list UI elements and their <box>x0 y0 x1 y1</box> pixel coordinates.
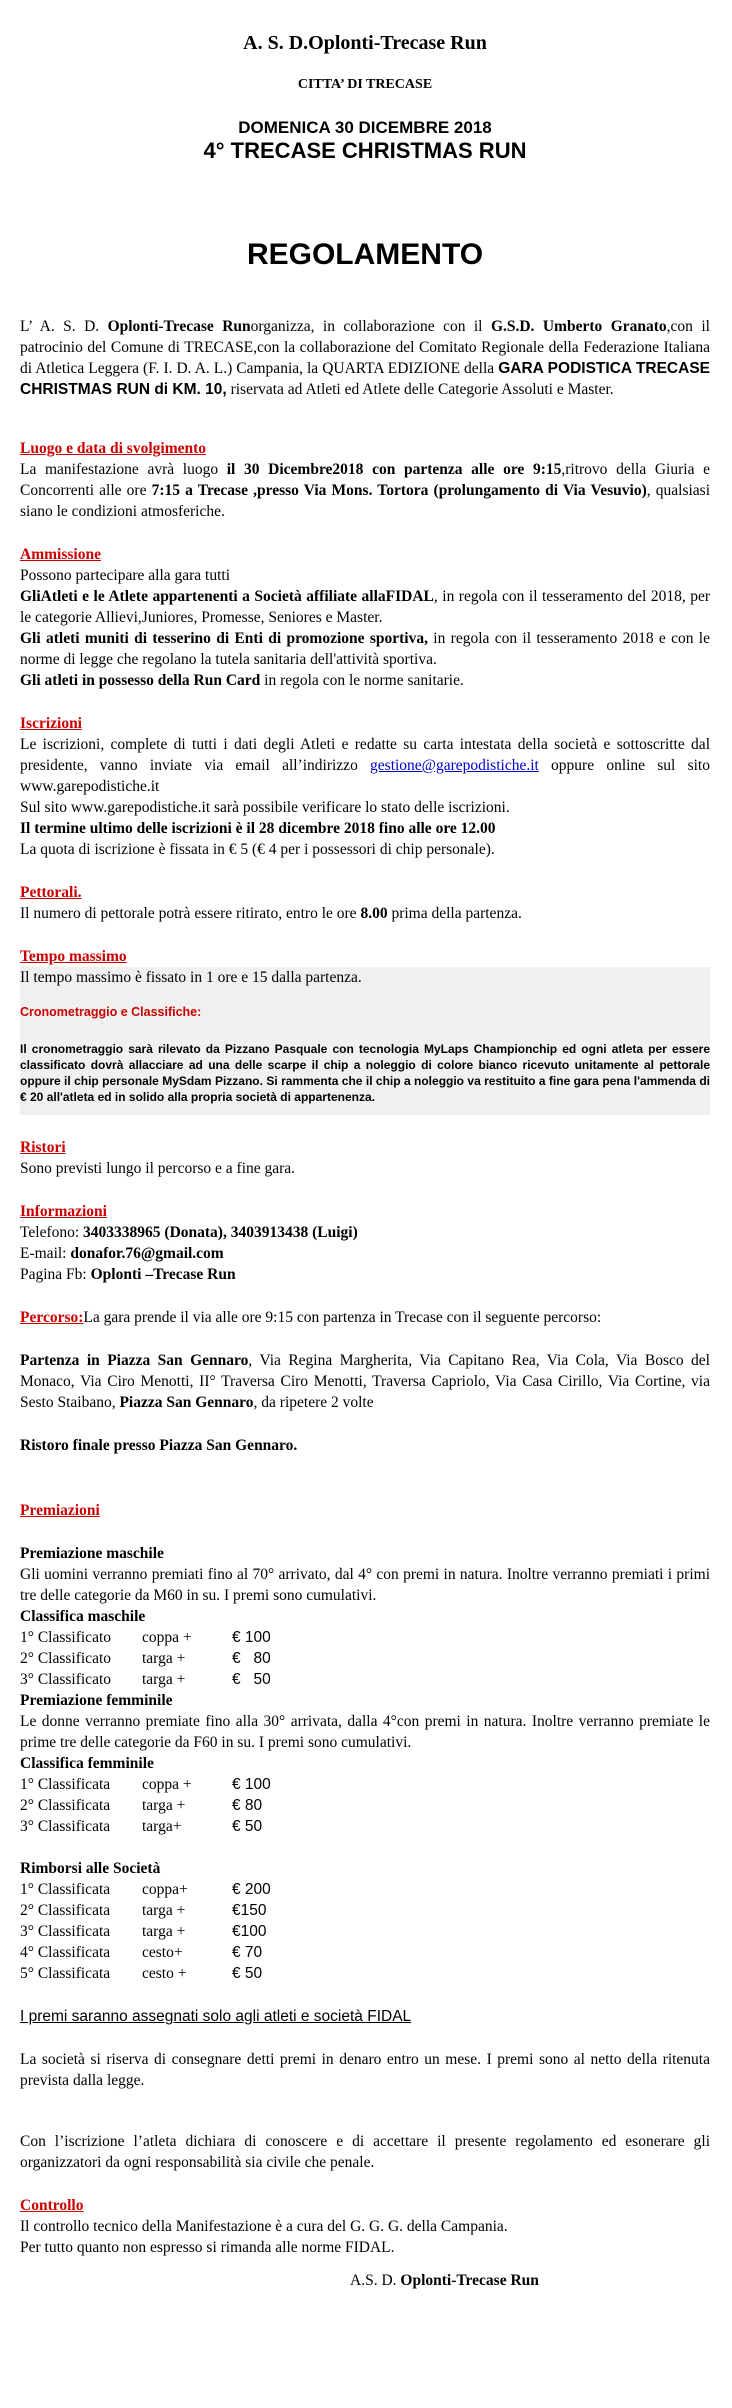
intro-text: organizza, in collaborazione con il <box>250 318 491 335</box>
rimborso-position: 4° Classificata <box>20 1944 111 1961</box>
ammissione-title-text: Ammissione <box>20 546 101 563</box>
prize-row <box>20 1795 710 1816</box>
section-iscrizioni <box>20 713 710 860</box>
email-label: E-mail: <box>20 1245 71 1262</box>
rimborso-row <box>20 1900 710 1921</box>
prize-position: 1° Classificata <box>20 1776 111 1793</box>
prize-amount: € 100 <box>232 1776 271 1793</box>
section-pettorali <box>20 882 710 924</box>
intro-org: Oplonti-Trecase Run <box>107 318 251 335</box>
percorso-t1: La gara prende il via alle ore 9:15 con partenza in Trecase con il seguente percorso: <box>83 1309 602 1326</box>
prize-type: coppa + <box>142 1629 192 1646</box>
percorso-intro <box>20 1307 710 1328</box>
ristori-text: Sono previsti lungo il percorso e a fine gara. <box>20 1160 296 1177</box>
crono-block <box>20 988 710 1115</box>
prize-amount: € 50 <box>232 1818 263 1835</box>
luogo-t2: ,ritrovo della Giuria e Concorrenti alle ore <box>20 461 710 499</box>
prize-type: targa + <box>142 1671 186 1688</box>
rimborso-row <box>20 1879 710 1900</box>
section-percorso <box>20 1307 710 1456</box>
ammissione-b1: GliAtleti e le Atlete appartenenti a Società affiliate allaFIDAL <box>20 588 434 605</box>
pettorali-title <box>20 882 710 903</box>
prize-position: 3° Classificato <box>20 1671 112 1688</box>
informazioni-facebook <box>20 1264 710 1285</box>
pettorali-title-text: Pettorali. <box>20 884 82 901</box>
section-informazioni <box>20 1201 710 1285</box>
prize-amount: € 50 <box>232 1671 271 1688</box>
classifica-maschile-title: Classifica maschile <box>20 1608 146 1625</box>
controllo-title <box>20 2195 710 2216</box>
prize-amount: € 100 <box>232 1629 271 1646</box>
percorso-route <box>20 1350 710 1413</box>
section-premiazioni <box>20 1500 710 2173</box>
percorso-b1: Partenza in Piazza San Gennaro <box>20 1352 249 1369</box>
percorso-title-text: Percorso: <box>20 1309 84 1326</box>
premi-denaro-note: La società si riserva di consegnare detti premi in denaro entro un mese. I premi sono al netto della ritenuta prevista dalla legge. <box>20 2051 710 2089</box>
rimborso-amount: € 50 <box>232 1965 263 1982</box>
ammissione-t1: , in regola con il tesseramento del 2018, per le categorie Allievi,Juniores, Promesse, Seniores e Master. <box>20 588 710 626</box>
premiazione-femminile-title: Premiazione femminile <box>20 1692 173 1709</box>
prize-amount: € 80 <box>232 1650 271 1667</box>
prize-row <box>20 1774 710 1795</box>
intro-gsd: G.S.D. Umberto Granato <box>490 318 667 335</box>
footer-signature <box>20 2270 710 2291</box>
premiazione-femminile-text: Le donne verranno premiate fino alla 30° arrivata, dalla 4°con premi in natura. Inoltre verranno premiate le prime tre delle categorie da F60 in su. I premi sono cumulativi. <box>20 1713 710 1751</box>
document <box>20 30 710 2291</box>
rimborso-position: 1° Classificata <box>20 1881 111 1898</box>
section-ristori <box>20 1137 710 1179</box>
prize-type: targa + <box>142 1650 186 1667</box>
city-heading: CITTA’ DI TRECASE <box>297 77 433 92</box>
regolamento-title: REGOLAMENTO <box>246 238 484 271</box>
tempo-title <box>20 946 710 967</box>
footer-org: Oplonti-Trecase Run <box>400 2272 539 2289</box>
ammissione-t3: in regola con le norme sanitarie. <box>260 672 464 689</box>
rimborso-row <box>20 1921 710 1942</box>
ammissione-b2: Gli atleti muniti di tesserino di Enti di promozione sportiva, <box>20 630 428 647</box>
crono-text: Il cronometraggio sarà rilevato da Pizzano Pasquale con tecnologia MyLaps Championchip ed ogni atleta per essere classificato dovrà allacciare ad una delle scarpe il chip a noleggio di colore bianco ricevuto unitamente al pettorale oppure il chip personale MySdam Pizzano. Si rammenta che il chip a noleggio va restituito a fine gara pena l'ammenda di € 20 all'atleta ed in solido alla propria società di appartenenza. <box>20 1042 710 1104</box>
pettorali-text <box>20 903 710 924</box>
premiazione-maschile-text: Gli uomini verranno premiati fino al 70° arrivato, dal 4° con premi in natura. Inoltre verranno premiati i primi tre delle categorie da M60 in su. I premi sono cumulativi. <box>20 1566 710 1604</box>
tempo-text: Il tempo massimo è fissato in 1 ore e 15 dalla partenza. <box>20 967 710 988</box>
section-controllo <box>20 2195 710 2258</box>
luogo-title-text: Luogo e data di svolgimento <box>20 440 207 457</box>
ammissione-runcard <box>20 670 710 691</box>
prize-amount: € 80 <box>232 1797 263 1814</box>
fb-value: Oplonti –Trecase Run <box>90 1266 236 1283</box>
iscrizioni-title-text: Iscrizioni <box>20 715 82 732</box>
pettorali-b1: 8.00 <box>360 905 388 922</box>
rimborso-type: targa + <box>142 1923 186 1940</box>
tempo-title-text: Tempo massimo <box>20 948 127 965</box>
pettorali-t2: prima della partenza. <box>387 905 522 922</box>
rimborso-amount: €100 <box>232 1923 267 1940</box>
prize-row <box>20 1816 710 1837</box>
informazioni-telefono <box>20 1222 710 1243</box>
rimborso-position: 3° Classificata <box>20 1923 111 1940</box>
percorso-t2: , Via Regina Margherita, Via Capitano Rea, Via Cola, Via Bosco del Monaco, Via Ciro Menotti, II° Traversa Ciro Menotti, Traversa Capriolo, Via Casa Cirillo, Via Cortine, via Sesto Staibano, <box>20 1352 710 1411</box>
ristori-title <box>20 1137 710 1158</box>
rimborso-type: cesto + <box>142 1965 187 1982</box>
prize-position: 2° Classificata <box>20 1797 111 1814</box>
tel-value: 3403338965 (Donata), 3403913438 (Luigi) <box>83 1224 358 1241</box>
rimborso-amount: € 200 <box>232 1881 271 1898</box>
prize-position: 2° Classificato <box>20 1650 112 1667</box>
iscrizioni-email-link[interactable]: gestione@garepodistiche.it <box>370 757 539 774</box>
section-ammissione <box>20 544 710 691</box>
iscrizioni-quota: La quota di iscrizione è fissata in € 5 (€ 4 per i possessori di chip personale). <box>20 841 495 858</box>
event-date: DOMENICA 30 DICEMBRE 2018 <box>238 118 492 137</box>
prize-row <box>20 1648 710 1669</box>
controllo-line: Il controllo tecnico della Manifestazione è a cura del G. G. G. della Campania. <box>20 2218 508 2235</box>
intro-paragraph <box>20 316 710 400</box>
intro-gara: GARA PODISTICA TRECASE CHRISTMAS RUN di KM. 10, <box>20 360 711 398</box>
iscrizioni-t2: oppure online sul sito www.garepodistiche.it <box>20 757 710 795</box>
ammissione-fidal <box>20 586 710 628</box>
luogo-text <box>20 459 710 522</box>
pettorali-t1: Il numero di pettorale potrà essere ritirato, entro le ore <box>20 905 361 922</box>
section-tempo-massimo <box>20 946 710 1115</box>
prize-type: targa + <box>142 1797 186 1814</box>
luogo-b1: il 30 Dicembre2018 con partenza alle ore 9:15 <box>226 461 562 478</box>
rimborso-row <box>20 1942 710 1963</box>
percorso-t3: , da ripetere 2 volte <box>253 1394 374 1411</box>
classifica-maschile-list <box>20 1627 710 1690</box>
iscrizioni-t1: Le iscrizioni, complete di tutti i dati degli Atleti e redatte su carta intestata della società e sottoscritte dal presidente, vanno inviate via email all’indirizzo <box>20 736 710 774</box>
ammissione-b3: Gli atleti in possesso della Run Card <box>20 672 261 689</box>
ammissione-enti <box>20 628 710 670</box>
ammissione-line: Possono partecipare alla gara tutti <box>20 567 231 584</box>
luogo-t1: La manifestazione avrà luogo <box>20 461 227 478</box>
classifica-femminile-list <box>20 1774 710 1837</box>
tel-label: Telefono: <box>20 1224 84 1241</box>
percorso-ristoro: Ristoro finale presso Piazza San Gennaro. <box>20 1437 298 1454</box>
prize-row <box>20 1669 710 1690</box>
rimborso-amount: € 70 <box>232 1944 263 1961</box>
rimborso-type: cesto+ <box>142 1944 183 1961</box>
classifica-femminile-title: Classifica femminile <box>20 1755 154 1772</box>
luogo-t3: , qualsiasi siano le condizioni atmosferiche. <box>20 482 711 520</box>
rimborsi-title: Rimborsi alle Società <box>20 1860 161 1877</box>
luogo-title <box>20 438 710 459</box>
fidal-note: I premi saranno assegnati solo agli atleti e società FIDAL <box>20 2008 412 2025</box>
controllo-title-text: Controllo <box>20 2197 84 2214</box>
org-heading: A. S. D.Oplonti-Trecase Run <box>243 32 487 54</box>
controllo-line: Per tutto quanto non espresso si rimanda alle norme FIDAL. <box>20 2239 395 2256</box>
intro-text: ,con il patrocinio del Comune di TRECASE,con la collaborazione del Comitato Regionale della Federazione Italiana di Atletica Leggera (F. I. D. A. L.) Campania, la QUARTA EDIZIONE della <box>20 318 710 377</box>
prize-position: 3° Classificata <box>20 1818 111 1835</box>
rimborso-row <box>20 1963 710 1984</box>
percorso-b2: Piazza San Gennaro <box>119 1394 254 1411</box>
prize-row <box>20 1627 710 1648</box>
rimborso-position: 2° Classificata <box>20 1902 111 1919</box>
prize-type: coppa + <box>142 1776 192 1793</box>
rimborso-position: 5° Classificata <box>20 1965 111 1982</box>
informazioni-title <box>20 1201 710 1222</box>
ammissione-t2: in regola con il tesseramento 2018 e con le norme di legge che regolano la tutela sanitaria dell'attività sportiva. <box>20 630 710 668</box>
luogo-b2: 7:15 a Trecase ,presso Via Mons. Tortora (prolungamento di Via Vesuvio) <box>151 482 647 499</box>
email-value: donafor.76@gmail.com <box>70 1245 224 1262</box>
informazioni-title-text: Informazioni <box>20 1203 107 1220</box>
iscrizioni-text <box>20 734 710 797</box>
event-title: 4° TRECASE CHRISTMAS RUN <box>203 138 527 163</box>
section-luogo <box>20 438 710 522</box>
dichiarazione-note: Con l’iscrizione l’atleta dichiara di conoscere e di accettare il presente regolamento ed esonerare gli organizzatori da ogni responsabilità sia civile che penale. <box>20 2133 710 2171</box>
prize-type: targa+ <box>142 1818 182 1835</box>
premiazioni-title <box>20 1500 710 1521</box>
iscrizioni-title <box>20 713 710 734</box>
rimborso-amount: €150 <box>232 1902 267 1919</box>
iscrizioni-status-line: Sul sito www.garepodistiche.it sarà possibile verificare lo stato delle iscrizioni. <box>20 799 510 816</box>
ammissione-title <box>20 544 710 565</box>
ristori-title-text: Ristori <box>20 1139 66 1156</box>
fb-label: Pagina Fb: <box>20 1266 91 1283</box>
footer-prefix: A.S. D. <box>350 2272 401 2289</box>
rimborso-type: coppa+ <box>142 1881 188 1898</box>
intro-text: L’ A. S. D. <box>20 318 108 335</box>
rimborso-type: targa + <box>142 1902 186 1919</box>
premiazione-maschile-title: Premiazione maschile <box>20 1545 164 1562</box>
premiazioni-title-text: Premiazioni <box>20 1502 100 1519</box>
intro-text: riservata ad Atleti ed Atlete delle Categorie Assoluti e Master. <box>226 381 614 398</box>
informazioni-email <box>20 1243 710 1264</box>
prize-position: 1° Classificato <box>20 1629 112 1646</box>
crono-title: Cronometraggio e Classifiche: <box>20 1005 202 1019</box>
rimborsi-list <box>20 1879 710 1984</box>
iscrizioni-deadline: Il termine ultimo delle iscrizioni è il 28 dicembre 2018 fino alle ore 12.00 <box>20 820 496 837</box>
